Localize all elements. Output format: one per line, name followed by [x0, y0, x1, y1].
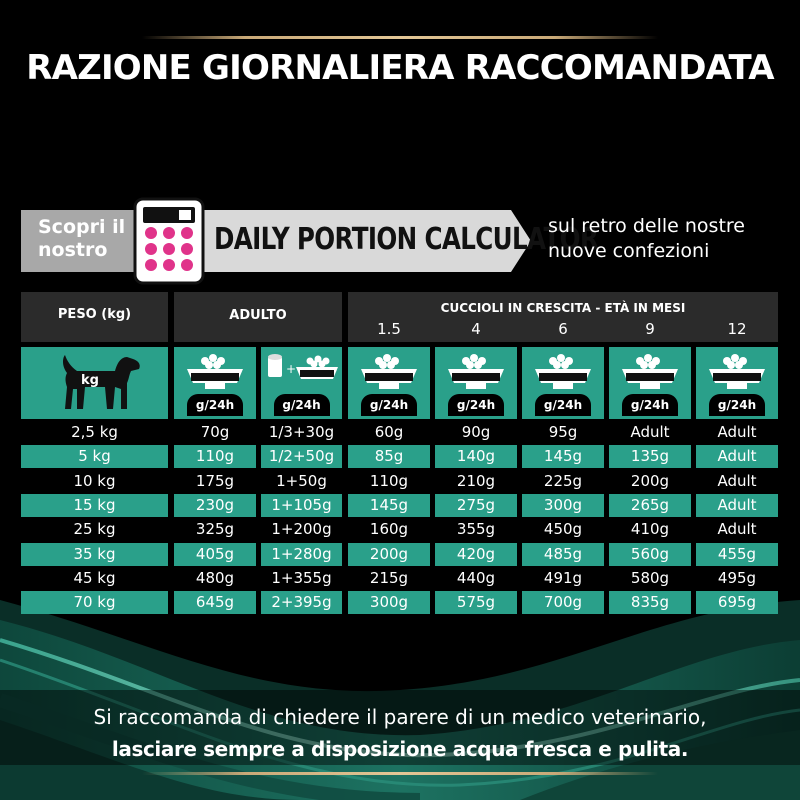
age-label: 12: [727, 320, 747, 338]
cell-peso: 70 kg: [21, 591, 168, 614]
bowl-icon: [183, 353, 247, 393]
retro-label: sul retro delle nostre nuove confezioni: [548, 215, 745, 262]
footer-line-2: lasciare sempre a disposizione acqua fresca e pulita.: [111, 737, 689, 761]
unit-label: g/24h: [274, 394, 330, 416]
cell-age-4: 140g: [435, 445, 517, 468]
cell-peso: 10 kg: [73, 471, 116, 490]
bowl-icon: [444, 353, 508, 393]
age-label: 4: [471, 320, 481, 338]
cell-age-4: 575g: [435, 591, 517, 614]
adult-bowl-cell: [174, 347, 256, 419]
adult-can-bowl-cell: [261, 347, 342, 419]
cell-peso: 2,5 kg: [71, 423, 118, 441]
unit-label: g/24h: [187, 394, 243, 416]
cell-age-12: 695g: [696, 591, 778, 614]
bowl-icon: [531, 353, 595, 393]
peso-header-text: PESO (kg): [57, 307, 132, 322]
cell-age-1-5: 300g: [348, 591, 430, 614]
unit-label: g/24h: [361, 394, 417, 416]
cell-age-9: Adult: [630, 423, 670, 441]
puppy-bowl-cell: [609, 347, 691, 419]
cell-peso: 35 kg: [21, 543, 168, 566]
cuccioli-header-text: CUCCIOLI IN CRESCITA - ETÀ IN MESI: [440, 301, 686, 315]
cell-peso: 25 kg: [73, 520, 116, 539]
cell-age-9: 580g: [630, 568, 670, 587]
dog-icon: [57, 351, 147, 415]
cell-age-4: 440g: [456, 568, 496, 587]
adulto-header: [174, 292, 342, 342]
cell-age-1-5: 110g: [369, 471, 409, 490]
cell-age-9: 265g: [609, 494, 691, 517]
puppy-bowl-cell: [348, 347, 430, 419]
table-row: [0, 470, 800, 493]
table-row: [0, 445, 800, 468]
cuccioli-header: [348, 292, 778, 342]
cell-adulto-mix: 1+355g: [271, 568, 332, 587]
cell-age-9: 835g: [609, 591, 691, 614]
cell-age-1-5: 85g: [348, 445, 430, 468]
age-label: 9: [645, 320, 655, 338]
cell-adulto-mix: 1+280g: [261, 543, 342, 566]
cell-age-6: 450g: [543, 520, 583, 539]
page-title: RAZIONE GIORNALIERA RACCOMANDATA: [26, 48, 774, 88]
cell-adulto: 230g: [174, 494, 256, 517]
cell-age-6: 95g: [548, 423, 578, 441]
table-row: [0, 543, 800, 566]
unit-label: g/24h: [448, 394, 504, 416]
cell-age-1-5: 215g: [369, 568, 409, 587]
table-row: [0, 567, 800, 590]
cell-adulto-mix: 1+50g: [276, 471, 327, 490]
cell-age-6: 225g: [543, 471, 583, 490]
age-label: 6: [558, 320, 568, 338]
cell-peso: 5 kg: [21, 445, 168, 468]
cell-adulto-mix: 2+395g: [261, 591, 342, 614]
puppy-bowl-cell: [696, 347, 778, 419]
cell-age-12: Adult: [717, 520, 757, 539]
cell-age-6: 491g: [543, 568, 583, 587]
cell-age-12: 495g: [717, 568, 757, 587]
dog-icon-cell: [21, 347, 168, 419]
cell-age-1-5: 200g: [348, 543, 430, 566]
puppy-bowl-cell: [522, 347, 604, 419]
cell-age-6: 300g: [522, 494, 604, 517]
puppy-bowl-cell: [435, 347, 517, 419]
cell-peso: 15 kg: [21, 494, 168, 517]
cell-age-1-5: 60g: [374, 423, 404, 441]
footer-line-1: Si raccomanda di chiedere il parere di un medico veterinario,: [93, 705, 707, 729]
cell-age-9: 135g: [609, 445, 691, 468]
cell-adulto-mix: 1/2+50g: [261, 445, 342, 468]
cell-age-1-5: 145g: [348, 494, 430, 517]
dog-kg-label: kg: [81, 373, 99, 388]
cell-adulto: 325g: [195, 520, 235, 539]
daily-portion-calculator-label: [214, 222, 598, 257]
cell-age-4: 355g: [456, 520, 496, 539]
cell-adulto-mix: 1+200g: [271, 520, 332, 539]
table-row: [0, 518, 800, 541]
cell-age-6: 145g: [522, 445, 604, 468]
cell-adulto: 110g: [174, 445, 256, 468]
calculator-label-b: CALCULATOR: [424, 222, 599, 257]
cell-age-9: 560g: [609, 543, 691, 566]
cell-age-9: 410g: [630, 520, 670, 539]
cell-age-4: 275g: [435, 494, 517, 517]
cell-peso: 45 kg: [73, 568, 116, 587]
unit-label: g/24h: [709, 394, 765, 416]
table-row: [0, 494, 800, 517]
cell-age-1-5: 160g: [369, 520, 409, 539]
cell-age-12: 455g: [696, 543, 778, 566]
cell-adulto: 405g: [174, 543, 256, 566]
table-row: [0, 421, 800, 444]
peso-header: [21, 292, 168, 342]
cell-adulto: 480g: [195, 568, 235, 587]
bowl-icon: [705, 353, 769, 393]
cell-age-9: 200g: [630, 471, 670, 490]
cell-adulto: 175g: [195, 471, 235, 490]
scopri-label: Scopri il nostro: [38, 216, 126, 261]
bottom-gold-line: [142, 772, 658, 775]
unit-label: g/24h: [622, 394, 678, 416]
cell-age-12: Adult: [717, 423, 757, 441]
cell-adulto: 70g: [200, 423, 230, 441]
unit-label: g/24h: [535, 394, 591, 416]
bowl-icon: [357, 353, 421, 393]
cell-age-6: 485g: [522, 543, 604, 566]
cell-age-12: Adult: [696, 494, 778, 517]
age-label: 1.5: [377, 320, 401, 338]
calculator-label-a: DAILY PORTION: [214, 222, 417, 257]
bowl-icon: [618, 353, 682, 393]
cell-age-4: 90g: [461, 423, 491, 441]
cell-adulto-mix: 1+105g: [261, 494, 342, 517]
cell-adulto: 645g: [174, 591, 256, 614]
calculator-icon: [133, 197, 205, 285]
top-gold-line: [142, 36, 658, 39]
cell-age-12: Adult: [717, 471, 757, 490]
table-row: [0, 591, 800, 614]
cell-age-6: 700g: [522, 591, 604, 614]
cell-age-4: 420g: [435, 543, 517, 566]
adulto-header-text: ADULTO: [229, 308, 287, 323]
svg-text:+: +: [285, 362, 296, 376]
can-and-bowl-icon: [266, 353, 338, 393]
cell-adulto-mix: 1/3+30g: [268, 423, 335, 441]
cell-age-4: 210g: [456, 471, 496, 490]
cell-age-12: Adult: [696, 445, 778, 468]
